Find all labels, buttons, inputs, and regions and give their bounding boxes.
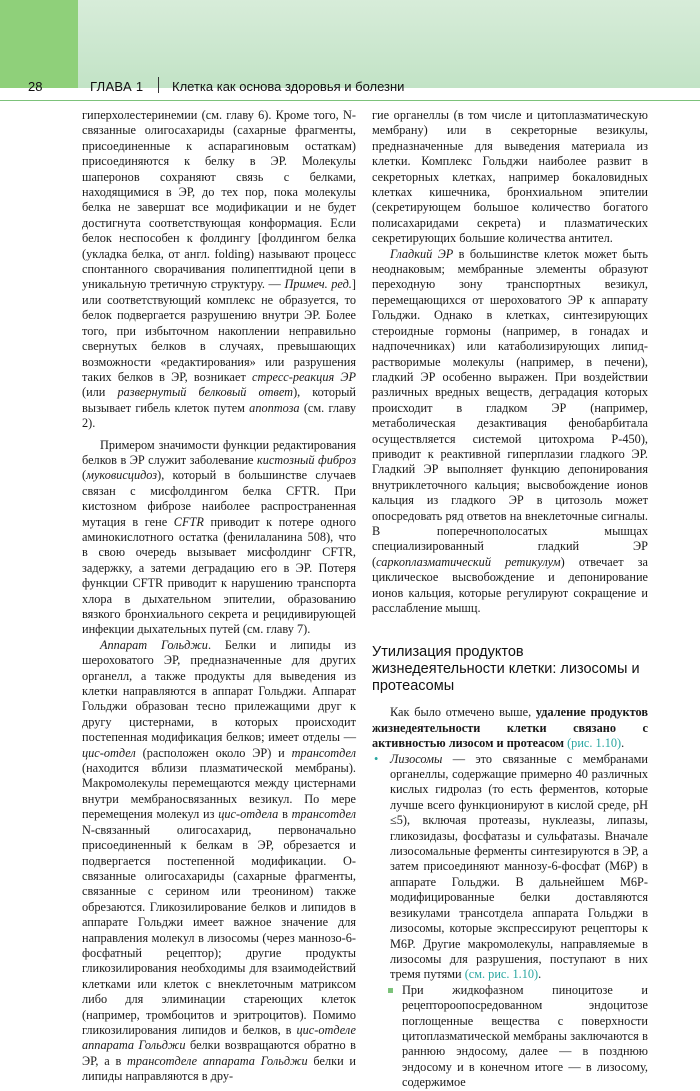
left-column — [82, 108, 356, 1085]
figure-reference[interactable]: (см. рис. 1.10) — [464, 967, 539, 982]
paragraph: Гладкий ЭР в большинстве клеток может быть неоднаковым; мембранные элементы образуют переходную зону транспортных везикул, перемещающихся от шероховатого ЭР к аппарату Гольджи. Однако в клетках, синтезирующих стероидные гормоны (например, в гонадах и надпочечниках) или катаболизирующих липид-растворимые молекулы (например, в печени), гладкий ЭР особенно выражен. При воздействии различных вредных веществ, деградация которых происходит в гладком ЭР (например, метаболическая дезактивация фенобарбитала осуществляется системой цитохрома Р-450), приводит к реактивной гиперплазии гладкого ЭР. Гладкий ЭР выполняет функцию депонирования внутриклеточного кальция; высвобождение ионов кальция из гладкого ЭР в цитозоль может опосредовать ряд ответов на внеклеточные сигналы. В поперечнополосатых мышцах специализированный гладкий ЭР (саркоплазматический ретикулум) отвечает за циклическое высвобождение и депонирование ионов кальция, которые регулируют сокращение и расслабление мышц. — [372, 246, 648, 615]
header-tab — [0, 0, 78, 88]
paragraph: Как было отмечено выше, удаление продуктов жизнедеятельности клетки связано с активностью лизосом и протеасом (рис. 1.10). — [372, 705, 648, 751]
paragraph: Аппарат Гольджи. Белки и липиды из шероховатого ЭР, предназначенные для других органелл, а также продукты для выведения из клетки направляются в аппарат Гольджи. Аппарат Гольджи образован тесно прилежащими друг к другу цистернами, в которых происходит постепенная модификация белков; имеет отделы — цис-отдел (расположен около ЭР) и трансотдел (находится вблизи плазматической мембраны). Макромолекулы перемещаются между цистернами внутри мембраносвязанных везикул. По мере перемещения молекул из цис-отдела в трансотдел N-связанный олигосахарид, первоначально присоединенный к белкам в ЭР, обрезается и подвергается постепенной модификации. O-связанные олигосахариды (сахарные фрагменты, связанные с серином или треонином) также обрезаются. Гликозилирование белков и липидов в аппарате Гольджи имеет важное значение для направления молекул в лизосомы (через маннозо-6-фосфатный рецептор); другие продукты гликозилирования необходимы для взаимодействий клетками или клеток с внеклеточным матриксом либо для элиминации стареющих клеток (например, тромбоцитов и эритроцитов). Помимо гликозилирования липидов и белков, в цис-отделе аппарата Гольджи белки возвращаются обратно в ЭР, а в трансотделе аппарата Гольджи белки и липиды направляются в дру- — [82, 637, 356, 1084]
bullet-icon: • — [374, 751, 379, 766]
paragraph: гие органеллы (в том числе и цитоплазматическую мембрану) или в секреторные везикулы, предназначенные для выведения материала из клетки. Комплекс Гольджи наиболее развит в секреторных клетках, например бокаловидных клетках кишечника, бронхиальном эпителии (секретирующем большое количество богатого полисахаридами секрета) и плазматических секретирующих большие количества антител. — [372, 108, 648, 246]
list-item: • Лизосомы — это связанные с мембранами органеллы, содержащие примерно 40 различных кислых гидролаз (то есть ферментов, которые лучше всего функционируют в кислой среде, pH ≤5), включая протеазы, нуклеазы, липазы, гликозидазы, фосфатазы и сульфатазы. Вначале лизосомальные ферменты синтезируются в ЭР, а затем присоединяют маннозу-6-фосфат (M6P) в аппарате Гольджи. В дальнейшем M6P-модифицированные белки доставляются везикулами трансотдела аппарата Гольджи в лизосомы, которые экспрессируют рецепторы к M6P. Другие макромолекулы, направляемые в лизосомы для разрушения, поступают в них тремя путями (см. рис. 1.10). — [374, 751, 648, 982]
header-divider — [0, 100, 700, 101]
paragraph: гиперхолестеринемии (см. главу 6). Кроме того, N-связанные олигосахариды (сахарные фрагменты, присоединенные к аспарагиновым остаткам) присоединяются к белку в ЭР. Молекулы шаперонов сохраняют связь с белками, находящимися в ЭР, до тех пор, пока молекулы белка не завершат все модификации и не будет достигнута соответствующая конформация. Если белок неспособен к фолдингу [фолдингом белка (укладка белка, от англ. folding) называют процесс спонтанного сворачивания полипептидной цепи в уникальную третичную структуру. — Примеч. ред.] или соответствующий комплекс не образуется, то белок подвергается разрушению внутри ЭР. Более того, при избыточном накоплении неправильно свернутых белков в случаях, превышающих возможности «редактирования» или разрушения таких белков в ЭР, возникает стресс-реакция ЭР (или развернутый белковый ответ), который вызывает гибель клеток путем апоптоза (см. главу 2). — [82, 108, 356, 431]
paragraph: Примером значимости функции редактирования белков в ЭР служит заболевание кистозный фиброз (муковисцидоз), который в большинстве случаев связан с мисфолдингом белка CFTR. При кистозном фиброзе наиболее распространенная мутация в гене CFTR приводит к потере одного аминокислотного остатка (фенилаланина 508), что в свою очередь вызывает мисфолдинг CFTR, задержку, а затеми деградацию его в ЭР. Потеря функции CFTR приводит к нарушению транспорта хлора в дыхательном эпителии, образованию вязкого бронхиального секрета и рецидивирующей инфекции дыхательных путей (см. главу 7). — [82, 437, 356, 637]
chapter-title: Клетка как основа здоровья и болезни — [172, 79, 405, 94]
figure-reference[interactable]: (рис. 1.10) — [567, 736, 622, 751]
square-bullet-icon — [388, 988, 393, 993]
right-column — [372, 108, 648, 1091]
chapter-separator — [158, 77, 159, 93]
chapter-label: ГЛАВА 1 — [90, 79, 144, 94]
header-band — [0, 0, 700, 88]
page-number: 28 — [28, 79, 43, 94]
sub-list-item: При жидкофазном пиноцитозе и рецептороопосредованном эндоцитозе поглощенные вещества с поверхности цитоплазматической мембраны заключаются в раннюю эндосому, далее — в позднюю эндосому и в конечном итоге — в лизосому, содержимое — [372, 983, 648, 1091]
section-heading: Утилизация продуктов жизнедеятельности клетки: лизосомы и протеасомы — [372, 644, 640, 695]
